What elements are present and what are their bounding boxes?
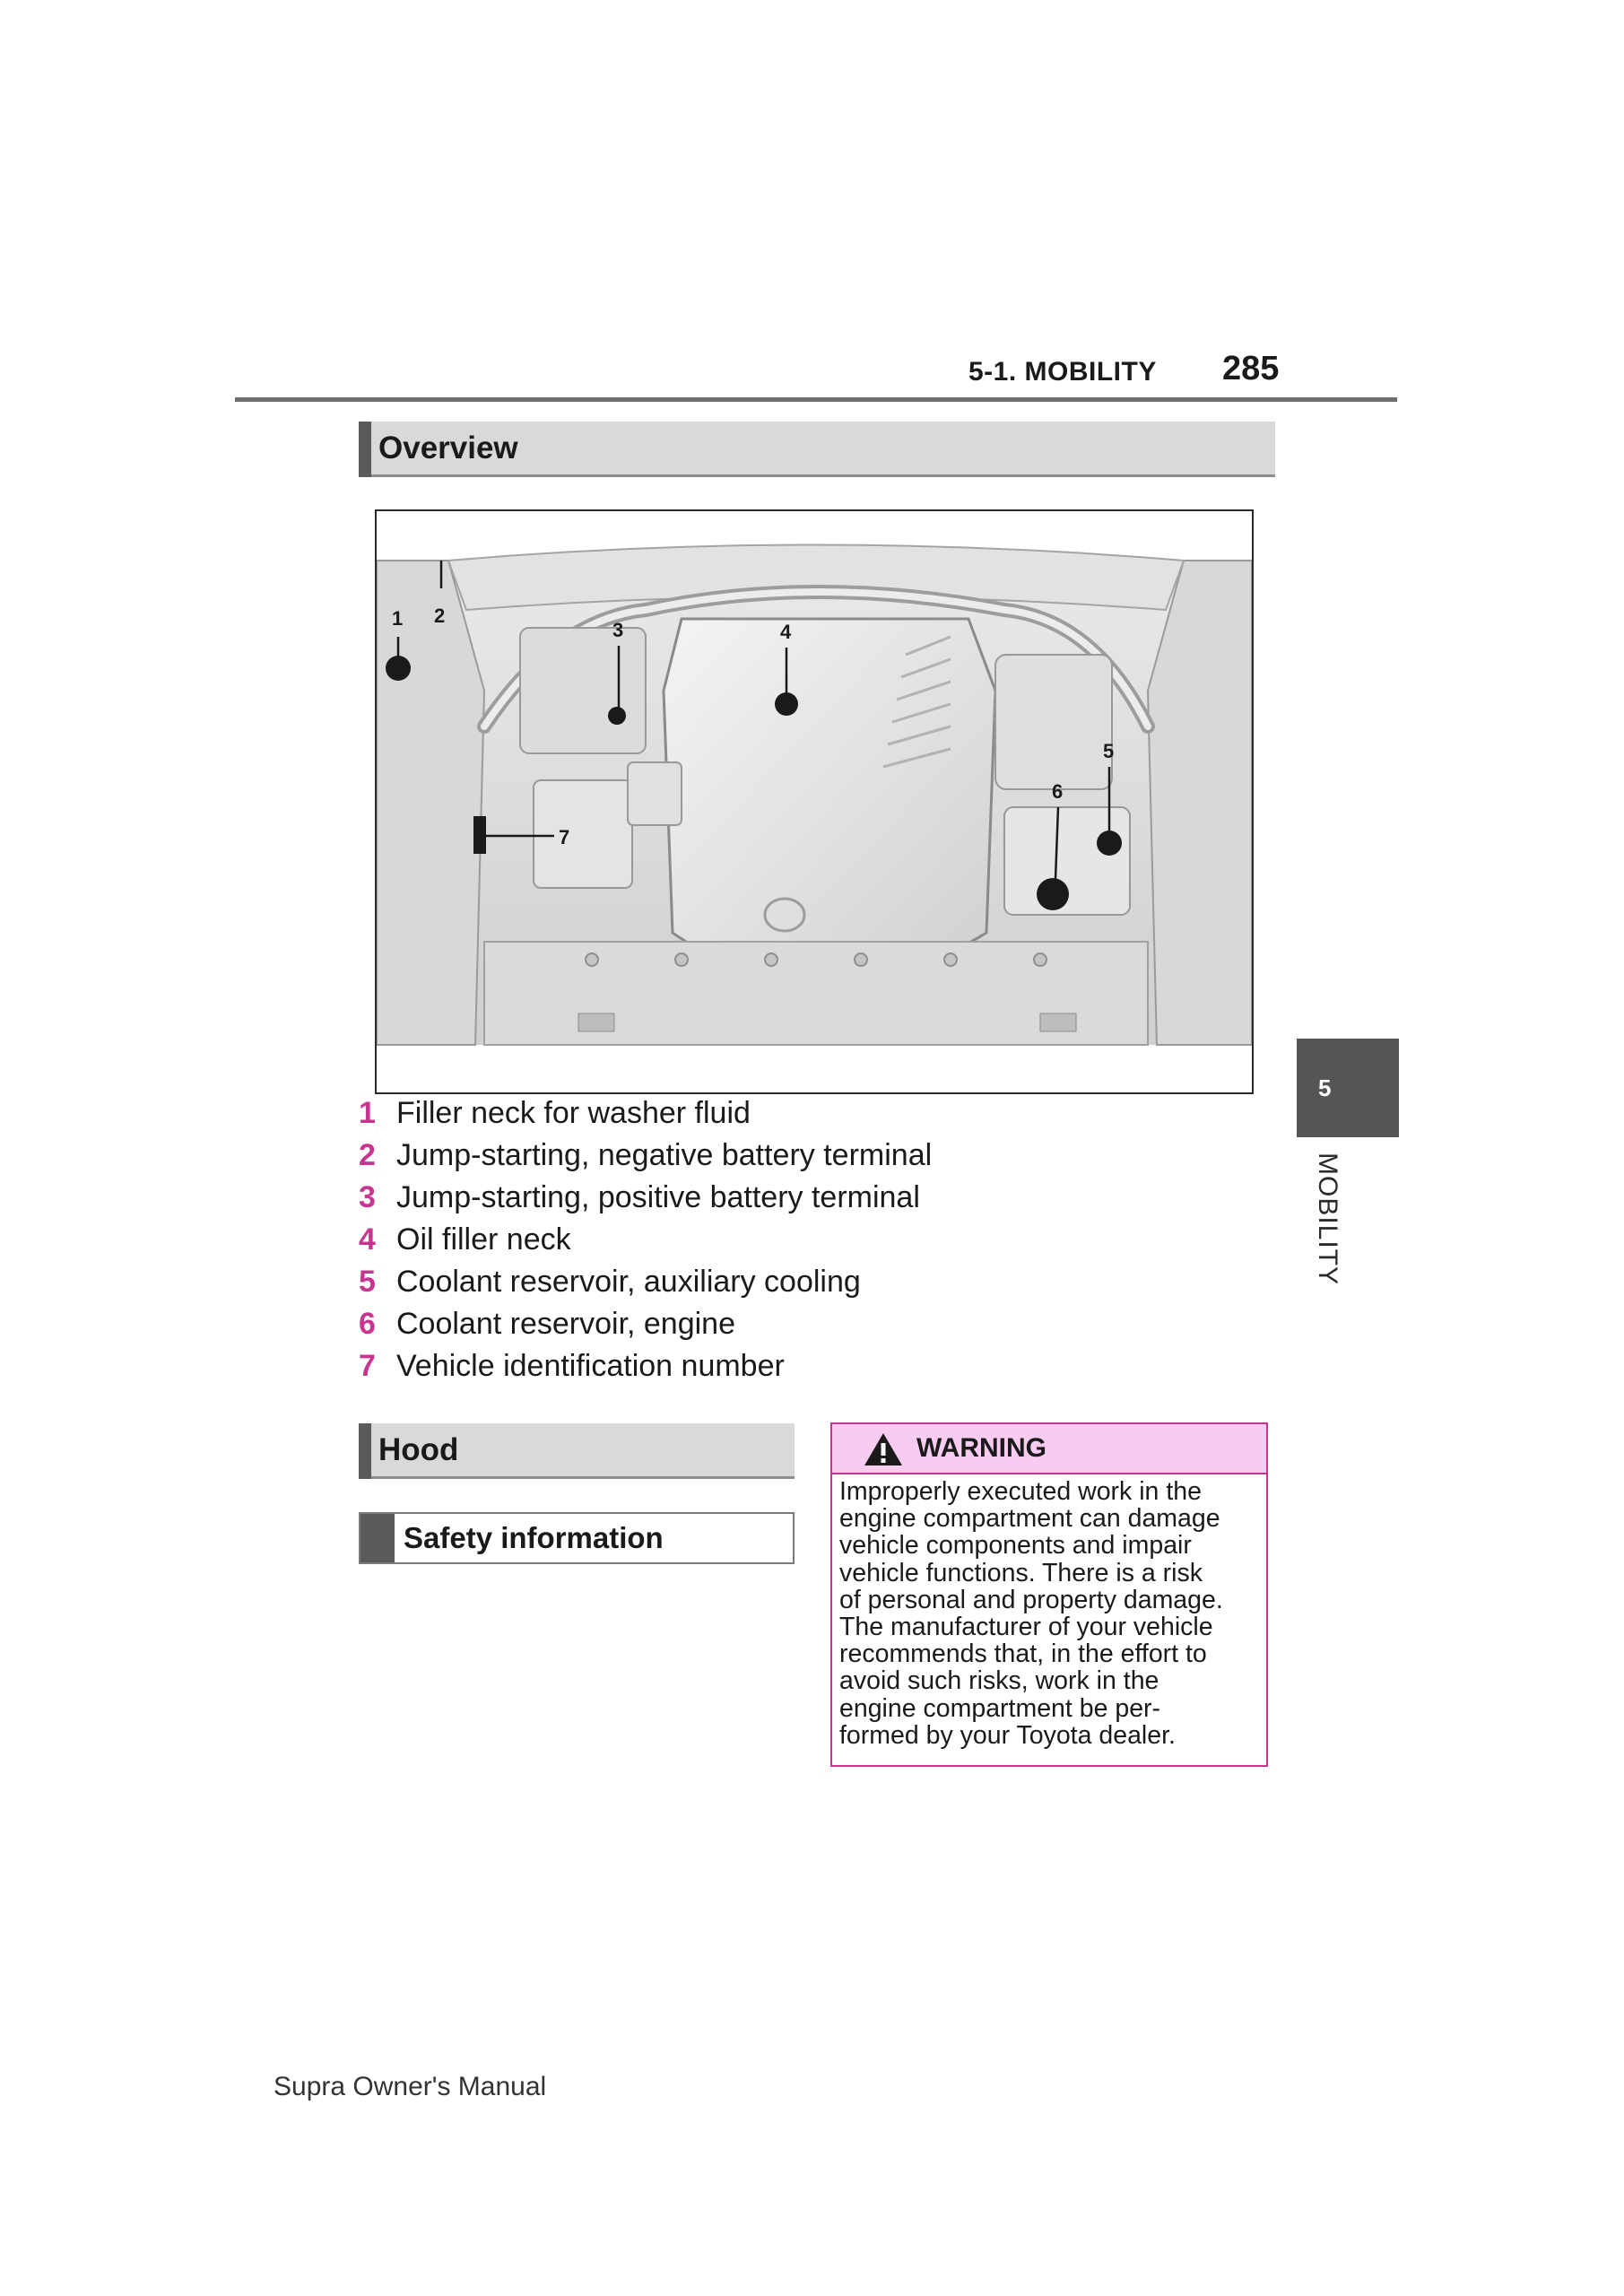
header-rule [235, 397, 1397, 402]
left-fender [377, 561, 484, 1045]
warning-box [830, 1422, 1268, 1767]
heading-bar [359, 1423, 371, 1479]
chapter-tab [1297, 1039, 1399, 1137]
legend-item [359, 1135, 1238, 1177]
callout-2: 2 [434, 604, 446, 627]
warning-triangle-icon [863, 1431, 904, 1467]
legend-item [359, 1345, 1238, 1387]
legend-text: Coolant reservoir, engine [396, 1307, 736, 1341]
overview-heading-text: Overview [378, 430, 518, 465]
warning-title: WARNING [916, 1433, 1046, 1463]
aux-coolant-cap [1097, 831, 1122, 856]
legend-text: Vehicle identification number [396, 1349, 785, 1383]
warning-header [832, 1424, 1266, 1474]
engine-compartment-figure [375, 509, 1254, 1094]
callout-6: 6 [1052, 780, 1064, 803]
safety-information-text: Safety information [404, 1521, 664, 1554]
callout-3: 3 [612, 619, 624, 641]
legend-text: Oil filler neck [396, 1222, 571, 1257]
washer-fluid-cap [386, 656, 411, 681]
legend-number: 7 [359, 1349, 376, 1383]
callout-1: 1 [392, 607, 404, 630]
footer-manual-title: Supra Owner's Manual [274, 2072, 547, 2101]
page-number: 285 [1222, 350, 1280, 387]
left-component-block [520, 628, 646, 753]
legend-text: Coolant reservoir, auxiliary cooling [396, 1265, 861, 1299]
legend-item [359, 1261, 1238, 1303]
legend-number: 5 [359, 1265, 376, 1299]
vin-plate [473, 816, 486, 854]
engine-compartment-illustration [377, 511, 1252, 1092]
heading-bar [359, 422, 371, 477]
legend-number: 6 [359, 1307, 376, 1341]
chapter-side-label-text: MOBILITY [1313, 1152, 1342, 1286]
chapter-side-label [1312, 1152, 1357, 1303]
right-component-block [995, 655, 1115, 789]
engine-cover [664, 619, 995, 973]
chapter-tab-number: 5 [1318, 1074, 1332, 1101]
callout-4: 4 [780, 621, 792, 643]
callout-7: 7 [559, 826, 570, 848]
right-fender [1148, 561, 1252, 1045]
legend-item [359, 1177, 1238, 1219]
hood-heading [359, 1423, 795, 1479]
legend-text: Jump-starting, negative battery terminal [396, 1138, 933, 1172]
figure-legend [359, 1092, 1238, 1387]
positive-terminal-cap [608, 707, 626, 725]
safety-information-subheading [359, 1512, 795, 1564]
hood-heading-text: Hood [378, 1432, 459, 1467]
warning-body: Improperly executed work in the engine compartment can damage vehicle components and impair vehicle functions. There is a risk of personal and property damage. The manufacturer of your vehicle recommends that, in the effort to avoid such risks, work in the engine compartment be per- formed by your Toyota dealer. [839, 1477, 1223, 1750]
legend-number: 2 [359, 1138, 376, 1172]
subheading-bar [360, 1514, 395, 1562]
legend-item [359, 1219, 1238, 1261]
callout-5: 5 [1103, 740, 1115, 762]
legend-item [359, 1092, 1238, 1135]
legend-number: 3 [359, 1180, 376, 1214]
legend-number: 1 [359, 1096, 376, 1130]
oil-filler-cap [775, 692, 798, 716]
legend-item [359, 1303, 1238, 1345]
overview-heading [359, 422, 1275, 477]
legend-text: Jump-starting, positive battery terminal [396, 1180, 920, 1214]
engine-coolant-cap [1037, 878, 1069, 910]
legend-number: 4 [359, 1222, 376, 1257]
legend-text: Filler neck for washer fluid [396, 1096, 751, 1130]
running-head: 5-1. MOBILITY [968, 357, 1157, 387]
